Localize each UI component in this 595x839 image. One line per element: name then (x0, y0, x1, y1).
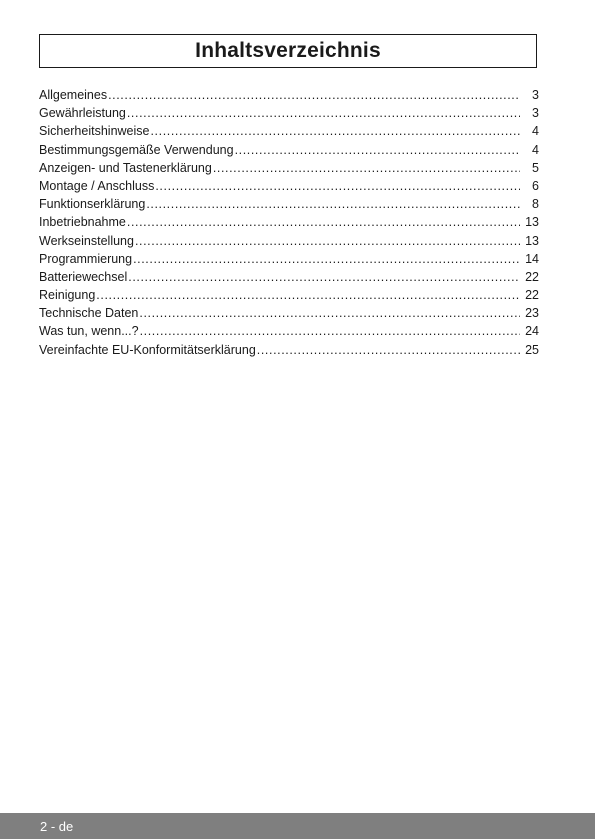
toc-entry-label: Anzeigen- und Tastenerklärung (39, 160, 212, 175)
title-box (39, 34, 537, 68)
table-of-contents (39, 86, 539, 359)
toc-leader-dots (257, 341, 520, 359)
toc-entry[interactable] (39, 286, 539, 304)
toc-entry[interactable] (39, 213, 539, 231)
toc-entry-label: Vereinfachte EU-Konformitätserklärung (39, 342, 256, 357)
toc-entry-page: 3 (532, 106, 539, 121)
toc-entry-page: 24 (525, 324, 539, 339)
toc-entry-label: Sicherheitshinweise (39, 124, 150, 139)
toc-leader-dots (133, 250, 520, 268)
toc-entry[interactable] (39, 122, 539, 140)
toc-entry[interactable] (39, 177, 539, 195)
toc-leader-dots (135, 232, 520, 250)
toc-entry[interactable] (39, 268, 539, 286)
toc-entry-page: 5 (532, 160, 539, 175)
toc-entry[interactable] (39, 341, 539, 359)
toc-entry-label: Allgemeines (39, 88, 108, 102)
toc-entry-page: 14 (525, 251, 539, 266)
page-title: Inhaltsverzeichnis (195, 39, 381, 62)
toc-entry-label: Was tun, wenn...? (39, 324, 139, 339)
toc-leader-dots (235, 141, 520, 159)
toc-entry-label: Bestimmungsgemäße Verwendung (39, 142, 234, 157)
toc-entry-label: Werkseinstellung (39, 233, 134, 248)
toc-entry-label: Programmierung (39, 251, 133, 266)
footer-page-number: 2 - de (40, 818, 74, 834)
toc-entry[interactable] (39, 304, 539, 322)
toc-entry-page: 22 (525, 288, 539, 303)
toc-leader-dots (213, 159, 520, 177)
toc-entry[interactable] (39, 159, 539, 177)
toc-entry-label: Montage / Anschluss (39, 178, 155, 193)
toc-leader-dots (140, 322, 520, 340)
toc-entry-page: 4 (532, 124, 539, 139)
toc-entry-label: Batteriewechsel (39, 269, 128, 284)
toc-leader-dots (150, 122, 520, 140)
toc-leader-dots (127, 104, 520, 122)
toc-entry[interactable] (39, 86, 539, 104)
toc-entry[interactable] (39, 322, 539, 340)
toc-entry[interactable] (39, 195, 539, 213)
toc-leader-dots (139, 304, 520, 322)
toc-entry[interactable] (39, 141, 539, 159)
toc-entry[interactable] (39, 104, 539, 122)
toc-entry-page: 4 (532, 142, 539, 157)
toc-entry-label: Inbetriebnahme (39, 215, 126, 230)
toc-leader-dots (146, 195, 520, 213)
toc-entry-page: 22 (525, 269, 539, 284)
toc-entry-page: 8 (532, 197, 539, 212)
toc-entry-page: 3 (532, 88, 539, 102)
toc-entry-label: Gewährleistung (39, 106, 126, 121)
toc-leader-dots (128, 268, 520, 286)
toc-entry-page: 13 (525, 233, 539, 248)
toc-entry[interactable] (39, 250, 539, 268)
toc-leader-dots (155, 177, 520, 195)
toc-entry-page: 23 (525, 306, 539, 321)
toc-entry[interactable] (39, 232, 539, 250)
toc-entry-label: Reinigung (39, 288, 96, 303)
toc-entry-page: 6 (532, 178, 539, 193)
toc-leader-dots (96, 286, 520, 304)
toc-leader-dots (127, 213, 520, 231)
page-footer (0, 813, 595, 839)
toc-entry-label: Funktionserklärung (39, 197, 146, 212)
toc-entry-page: 13 (525, 215, 539, 230)
toc-entry-label: Technische Daten (39, 306, 139, 321)
toc-leader-dots (108, 86, 520, 104)
toc-entry-page: 25 (525, 342, 539, 357)
